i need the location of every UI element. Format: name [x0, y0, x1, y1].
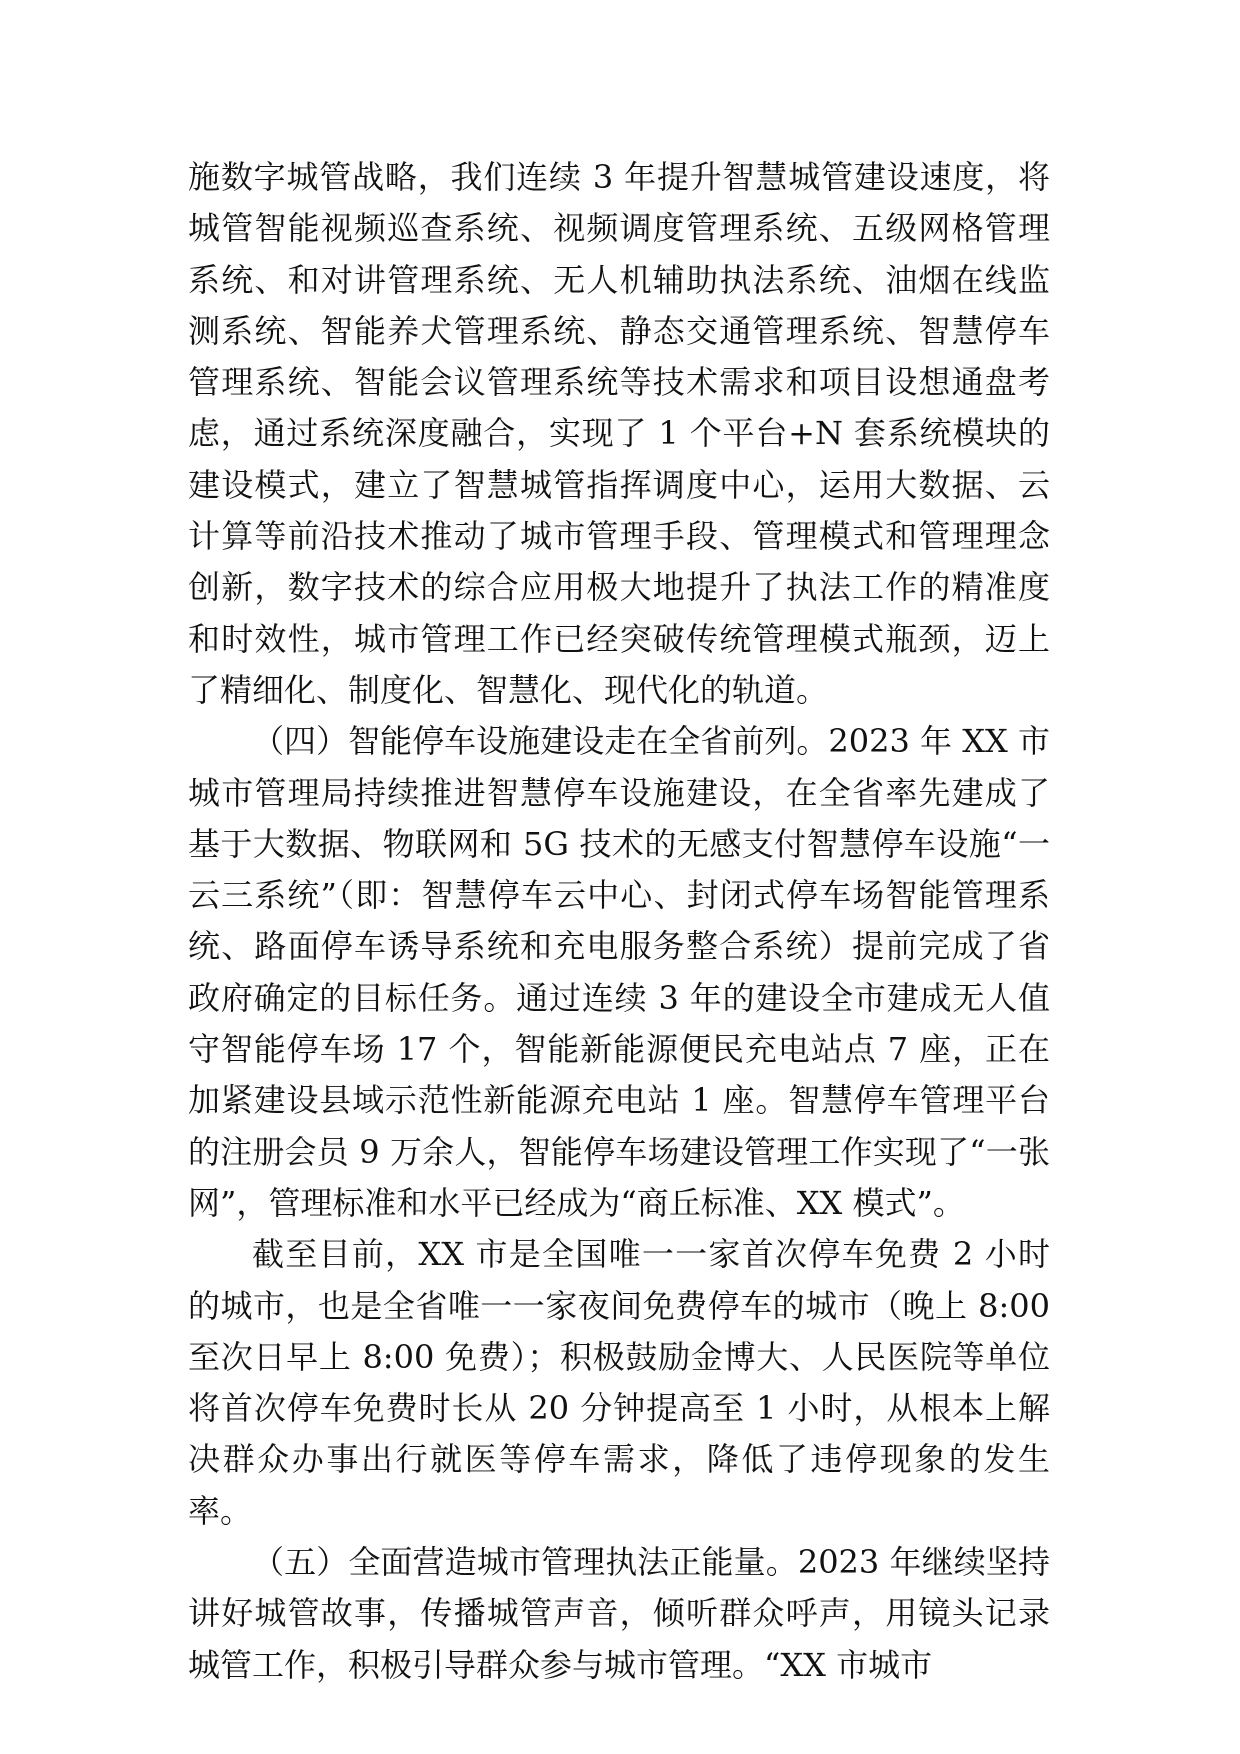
- paragraph-smart-city-management: 施数字城管战略，我们连续 3 年提升智慧城管建设速度，将城管智能视频巡查系统、视频调度管理系统、五级网格管理系统、和对讲管理系统、无人机辅助执法系统、油烟在线监测系统、智能养犬管理系统、静态交通管理系统、智慧停车管理系统、智能会议管理系统等技术需求和项目设想通盘考虑，通过系统深度融合，实现了 1 个平台+N 套系统模块的建设模式，建立了智慧城管指挥调度中心，运用大数据、云计算等前沿技术推动了城市管理手段、管理模式和管理理念创新，数字技术的综合应用极大地提升了执法工作的精准度和时效性，城市管理工作已经突破传统管理模式瓶颈，迈上了精细化、制度化、智慧化、现代化的轨道。: [188, 158, 1050, 709]
- paragraph-smart-parking: （四）智能停车设施建设走在全省前列。2023 年 XX 市城市管理局持续推进智慧停车设施建设，在全省率先建成了基于大数据、物联网和 5G 技术的无感支付智慧停车设施“一云三系统”（即：智慧停车云中心、封闭式停车场智能管理系统、路面停车诱导系统和充电服务整合系统）提前完成了省政府确定的目标任务。通过连续 3 年的建设全市建成无人值守智能停车场 17 个，智能新能源便民充电站点 7 座，正在加紧建设县域示范性新能源充电站 1 座。智慧停车管理平台的注册会员 9 万余人，智能停车场建设管理工作实现了“一张网”，管理标准和水平已经成为“商丘标准、XX 模式”。: [188, 722, 1050, 1222]
- paragraph-positive-energy: （五）全面营造城市管理执法正能量。2023 年继续坚持讲好城管故事，传播城管声音，倾听群众呼声，用镜头记录城管工作，积极引导群众参与城市管理。“XX 市城市: [188, 1543, 1050, 1684]
- paragraph-free-parking: 截至目前，XX 市是全国唯一一家首次停车免费 2 小时的城市，也是全省唯一一家夜间免费停车的城市（晚上 8:00 至次日早上 8:00 免费）；积极鼓励金博大、人民医院等单位将首次停车免费时长从 20 分钟提高至 1 小时，从根本上解决群众办事出行就医等停车需求，降低了违停现象的发生率。: [188, 1235, 1050, 1530]
- document-body: [188, 152, 1050, 1691]
